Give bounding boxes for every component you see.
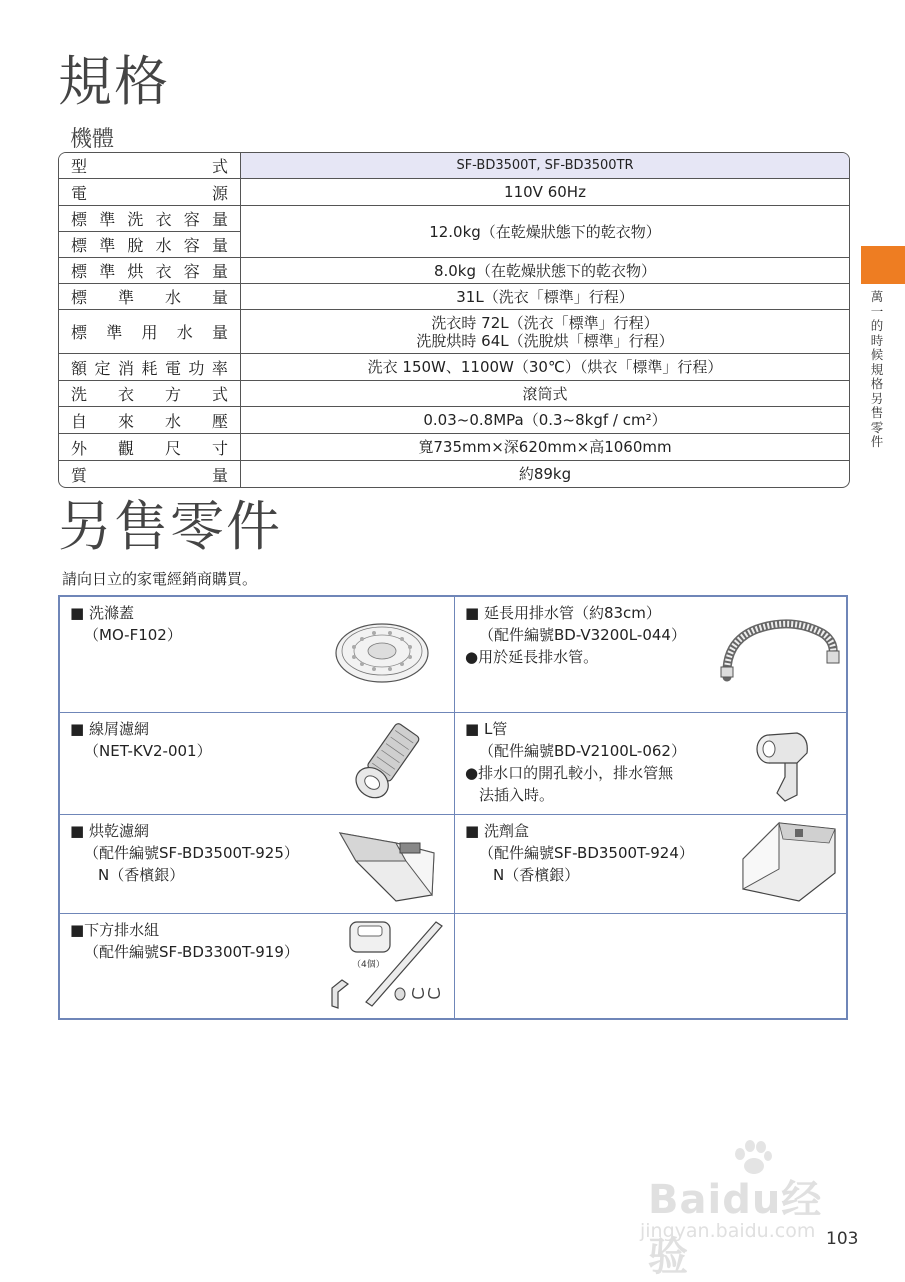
spec-label: 型 式 [71,157,228,176]
spec-table [58,152,850,488]
spec-value-cell [241,310,849,353]
part-name: ■ 洗滌蓋 [70,604,134,622]
spec-value: 洗衣 150W、1100W（30℃）（烘衣「標準」行程） [367,358,723,376]
part-number: （配件編號SF-BD3500T-925） [84,844,299,862]
spec-value-cell [241,258,849,283]
page-title-spec: 規格 [58,50,170,113]
lint-filter-illustration [340,721,430,811]
spec-value-cell [241,206,849,257]
part-cell-detergent-box [455,815,846,914]
l-pipe-illustration [751,723,821,803]
spec-label-cell [59,354,241,380]
spec-value: 洗衣時 72L（洗衣「標準」行程） [431,313,659,332]
spec-label-cell [59,206,241,257]
bottom-drain-set-illustration [328,918,452,1014]
section-subtitle-body: 機體 [70,127,115,152]
spec-value-cell [241,153,849,178]
spec-label: 標 準 烘 衣 容 量 [71,262,228,281]
part-number: （配件編號SF-BD3300T-919） [84,943,299,961]
extension-hose-illustration [717,611,845,683]
side-tab-marker [861,246,905,284]
part-note: ●排水口的開孔較小，排水管無 [465,764,674,782]
part-name: ■ 洗劑盒 [465,822,529,840]
part-name: ■ L管 [465,720,508,738]
spec-label: 標 準 脫 水 容 量 [59,231,240,257]
spec-label-cell [59,153,241,178]
spec-row [59,257,849,283]
part-color: N（香檳銀） [493,866,580,884]
spec-row [59,460,849,487]
spec-value: 約89kg [518,465,572,483]
spec-label-cell [59,461,241,487]
spec-label: 外 觀 尺 寸 [71,438,228,458]
spec-value-cell [241,381,849,406]
spec-value: 12.0kg（在乾燥狀態下的乾衣物） [429,222,661,241]
spec-value: 31L（洗衣「標準」行程） [456,287,634,306]
quantity-note: （4個） [352,960,385,970]
spec-label-cell [59,310,241,353]
part-name: ■下方排水組 [70,921,160,939]
spec-label: 標 準 洗 衣 容 量 [71,210,228,229]
page-title-parts: 另售零件 [58,495,282,558]
side-tab-text: 萬一的時候 規格 另售零件 [870,289,884,449]
part-name: ■ 線屑濾網 [70,720,149,738]
part-number: （配件編號BD-V2100L-062） [479,742,686,760]
spec-row [59,283,849,309]
washing-lid-illustration [332,617,432,687]
spec-row [59,205,849,257]
spec-label: 標 準 用 水 量 [71,323,228,342]
spec-value-cell [241,179,849,205]
part-number: （配件編號BD-V3200L-044） [479,626,686,644]
spec-label-cell [59,258,241,283]
part-note: ●用於延長排水管。 [465,648,599,666]
spec-row [59,153,849,178]
watermark-brand: Baidu经验 [648,1177,823,1280]
part-note-cont: 法插入時。 [479,786,555,804]
spec-label-cell [59,381,241,406]
parts-grid [58,595,848,1020]
spec-label-cell [59,179,241,205]
spec-row [59,309,849,353]
detergent-box-illustration [739,819,839,905]
part-cell-empty [455,914,846,1018]
spec-row [59,406,849,433]
spec-value-cell [241,354,849,380]
spec-value-cell [241,461,849,487]
part-cell-lint-filter [60,713,455,815]
spec-value-cell [241,284,849,309]
part-name: ■ 延長用排水管（約83cm） [465,604,661,622]
spec-row [59,433,849,460]
watermark-url: jingyan.baidu.com [640,1220,816,1242]
spec-value-cell [241,434,849,460]
spec-label-cell [59,434,241,460]
spec-value: 110V 60Hz [504,183,586,201]
spec-label: 自 來 水 壓 [71,411,228,431]
spec-row [59,380,849,406]
dryer-filter-illustration [336,825,440,905]
part-number: （MO-F102） [84,626,182,644]
part-number: （NET-KV2-001） [84,742,212,760]
spec-label: 洗 衣 方 式 [71,385,228,404]
part-cell-washing-lid [60,597,455,713]
spec-label: 額 定 消 耗 電 功 率 [71,358,228,378]
spec-value: 洗脫烘時 64L（洗脫烘「標準」行程） [416,331,674,350]
part-color: N（香檳銀） [98,866,185,884]
intro-text: 請向日立的家電經銷商購買。 [62,570,258,588]
part-name: ■ 烘乾濾網 [70,822,149,840]
part-cell-l-pipe [455,713,846,815]
spec-row [59,353,849,380]
spec-label: 質 量 [71,465,228,485]
part-cell-extension-hose [455,597,846,713]
spec-label: 標 準 水 量 [71,288,228,307]
page-number: 103 [826,1229,859,1249]
spec-label-cell [59,407,241,433]
spec-label-cell [59,284,241,309]
spec-value: SF-BD3500T, SF-BD3500TR [456,157,634,173]
spec-value: 8.0kg（在乾燥狀態下的乾衣物） [433,261,657,280]
spec-value: 寬735mm×深620mm×高1060mm [418,438,672,456]
part-cell-bottom-drain-set [60,914,455,1018]
spec-value: 滾筒式 [522,384,568,403]
part-cell-dryer-filter [60,815,455,914]
spec-row [59,178,849,205]
spec-value: 0.03~0.8MPa（0.3~8kgf / cm²） [423,411,667,429]
part-number: （配件編號SF-BD3500T-924） [479,844,694,862]
spec-value-cell [241,407,849,433]
spec-label: 電 源 [71,183,228,203]
